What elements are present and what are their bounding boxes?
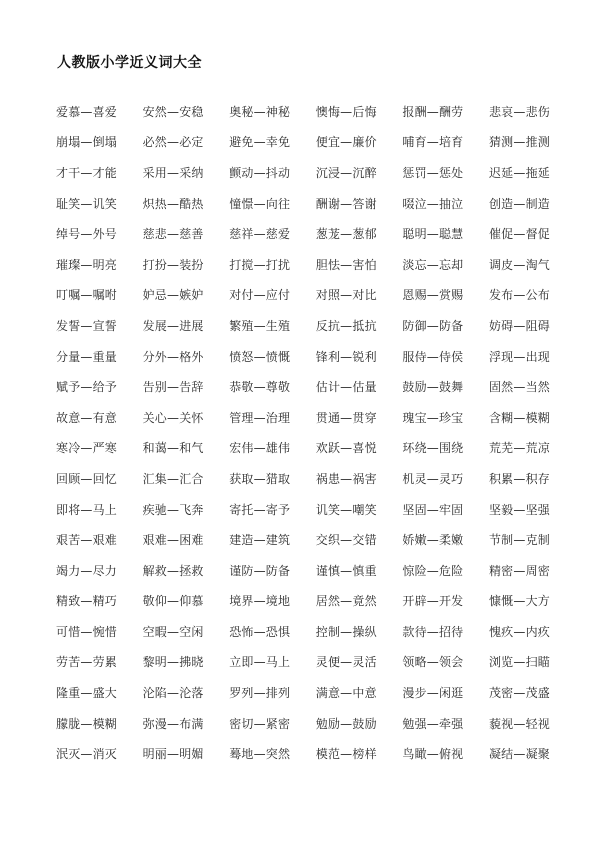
synonym-row — [56, 371, 550, 402]
synonym-pair: 交织—交错 — [315, 533, 377, 548]
synonym-pair: 惩罚—惩处 — [402, 165, 464, 180]
synonym-row — [56, 188, 550, 219]
synonym-pair: 愤怒—愤慨 — [229, 349, 291, 364]
synonym-pair: 憧憬—向往 — [229, 196, 291, 211]
synonym-pair: 催促—督促 — [488, 227, 550, 242]
synonym-pair: 建造—建筑 — [229, 533, 291, 548]
synonym-pair: 环绕—围绕 — [402, 441, 464, 456]
synonym-pair: 竭力—尽力 — [56, 563, 118, 578]
synonym-row — [56, 708, 550, 739]
synonym-pair: 打扮—装扮 — [142, 257, 204, 272]
synonym-row — [56, 310, 550, 341]
synonym-pair: 空暇—空闲 — [142, 624, 204, 639]
synonym-pair: 慈悲—慈善 — [142, 227, 204, 242]
synonym-pair: 爱慕—喜爱 — [56, 104, 118, 119]
synonym-pair: 勉强—牵强 — [402, 716, 464, 731]
synonym-pair: 祸患—祸害 — [315, 471, 377, 486]
synonym-pair: 鸟瞰—俯视 — [402, 747, 464, 762]
synonym-pair: 居然—竟然 — [315, 594, 377, 609]
synonym-pair: 讥笑—嘲笑 — [315, 502, 377, 517]
synonym-pair: 发展—进展 — [142, 318, 204, 333]
synonym-row — [56, 402, 550, 433]
synonym-pair: 告别—告辞 — [142, 380, 204, 395]
synonym-row — [56, 218, 550, 249]
synonym-pair: 胆怯—害怕 — [315, 257, 377, 272]
synonym-row — [56, 677, 550, 708]
synonym-pair: 淡忘—忘却 — [402, 257, 464, 272]
synonym-pair: 璀璨—明亮 — [56, 257, 118, 272]
synonym-pair: 恐怖—恐惧 — [229, 624, 291, 639]
synonym-pair: 凝结—凝聚 — [488, 747, 550, 762]
synonym-pair: 分量—重量 — [56, 349, 118, 364]
synonym-row — [56, 341, 550, 372]
synonym-pair: 泯灭—消灭 — [56, 747, 118, 762]
synonym-pair: 贯通—贯穿 — [315, 410, 377, 425]
synonym-pair: 敬仰—仰慕 — [142, 594, 204, 609]
synonym-pair: 藐视—轻视 — [488, 716, 550, 731]
synonym-pair: 创造—制造 — [488, 196, 550, 211]
synonym-pair: 领略—领会 — [402, 655, 464, 670]
synonym-pair: 谨防—防备 — [229, 563, 291, 578]
synonym-pair: 炽热—酷热 — [142, 196, 204, 211]
synonym-pair: 恭敬—尊敬 — [229, 380, 291, 395]
synonym-pair: 和蔼—和气 — [142, 441, 204, 456]
synonym-pair: 宏伟—雄伟 — [229, 441, 291, 456]
synonym-pair: 反抗—抵抗 — [315, 318, 377, 333]
synonym-pair: 境界—境地 — [229, 594, 291, 609]
synonym-pair: 懊悔—后悔 — [315, 104, 377, 119]
synonym-row — [56, 738, 550, 769]
synonym-row — [56, 586, 550, 617]
synonym-pair: 葱茏—葱郁 — [315, 227, 377, 242]
synonym-pair: 慈祥—慈爱 — [229, 227, 291, 242]
synonym-pair: 节制—克制 — [488, 533, 550, 548]
synonym-pair: 哺育—培育 — [402, 135, 464, 150]
synonym-pair: 沦陷—沦落 — [142, 686, 204, 701]
synonym-pair: 对照—对比 — [315, 288, 377, 303]
synonym-row — [56, 433, 550, 464]
synonym-row — [56, 280, 550, 311]
synonym-pair: 坚固—牢固 — [402, 502, 464, 517]
synonym-pair: 积累—积存 — [488, 471, 550, 486]
synonym-pair: 悲哀—悲伤 — [488, 104, 550, 119]
synonym-pair: 管理—治理 — [229, 410, 291, 425]
synonym-pair: 娇嫩—柔嫩 — [402, 533, 464, 548]
synonym-pair: 叮嘱—嘱咐 — [56, 288, 118, 303]
synonym-pair: 欢跃—喜悦 — [315, 441, 377, 456]
synonym-pair: 惊险—危险 — [402, 563, 464, 578]
synonym-pair: 疾驰—飞奔 — [142, 502, 204, 517]
synonym-pair: 采用—采纳 — [142, 165, 204, 180]
synonym-pair: 浮现—出现 — [488, 349, 550, 364]
synonym-pair: 啜泣—抽泣 — [402, 196, 464, 211]
synonym-pair: 艰苦—艰难 — [56, 533, 118, 548]
synonym-pair: 赋予—给予 — [56, 380, 118, 395]
synonym-row — [56, 157, 550, 188]
synonym-pair: 服侍—侍侯 — [402, 349, 464, 364]
synonym-pair: 立即—马上 — [229, 655, 291, 670]
synonym-pair: 劳苦—劳累 — [56, 655, 118, 670]
synonym-pair: 机灵—灵巧 — [402, 471, 464, 486]
synonym-pair: 慷慨—大方 — [488, 594, 550, 609]
synonym-pair: 回顾—回忆 — [56, 471, 118, 486]
synonym-pair: 寒冷—严寒 — [56, 441, 118, 456]
synonym-pair: 明丽—明媚 — [142, 747, 204, 762]
synonym-pair: 坚毅—坚强 — [488, 502, 550, 517]
synonym-pair: 繁殖—生殖 — [229, 318, 291, 333]
synonym-pair: 模范—榜样 — [315, 747, 377, 762]
synonym-pair: 控制—操纵 — [315, 624, 377, 639]
synonym-pair: 报酬—酬劳 — [402, 104, 464, 119]
synonym-pair: 精致—精巧 — [56, 594, 118, 609]
synonym-pair: 便宜—廉价 — [315, 135, 377, 150]
synonym-pair: 艰难—困难 — [142, 533, 204, 548]
synonym-pair: 妨碍—阻碍 — [488, 318, 550, 333]
synonym-pair: 固然—当然 — [488, 380, 550, 395]
synonym-pair: 绰号—外号 — [56, 227, 118, 242]
synonym-pair: 估计—估量 — [315, 380, 377, 395]
synonym-pair: 故意—有意 — [56, 410, 118, 425]
synonym-row — [56, 96, 550, 127]
synonym-pair: 解救—拯救 — [142, 563, 204, 578]
synonym-pair: 寄托—寄予 — [229, 502, 291, 517]
synonym-pair: 荒芜—荒凉 — [488, 441, 550, 456]
synonym-row — [56, 555, 550, 586]
synonym-pair: 汇集—汇合 — [142, 471, 204, 486]
synonym-pair: 必然—必定 — [142, 135, 204, 150]
synonym-pair: 弥漫—布满 — [142, 716, 204, 731]
synonym-pair: 蓦地—突然 — [229, 747, 291, 762]
synonym-pair: 防御—防备 — [402, 318, 464, 333]
document-title: 人教版小学近义词大全 — [57, 55, 202, 71]
synonym-pair: 漫步—闲逛 — [402, 686, 464, 701]
synonym-row — [56, 524, 550, 555]
synonym-pair: 勉励—鼓励 — [315, 716, 377, 731]
synonym-pair: 满意—中意 — [315, 686, 377, 701]
synonym-row — [56, 249, 550, 280]
synonym-pair: 关心—关怀 — [142, 410, 204, 425]
synonym-pair: 对付—应付 — [229, 288, 291, 303]
synonym-pair: 奥秘—神秘 — [229, 104, 291, 119]
synonym-pair: 精密—周密 — [488, 563, 550, 578]
synonym-pair: 谨慎—慎重 — [315, 563, 377, 578]
synonym-pair: 朦胧—模糊 — [56, 716, 118, 731]
synonym-pair: 妒忌—嫉妒 — [142, 288, 204, 303]
synonym-pair: 瑰宝—珍宝 — [402, 410, 464, 425]
synonym-row — [56, 647, 550, 678]
synonym-row — [56, 494, 550, 525]
synonym-pair: 耻笑—讥笑 — [56, 196, 118, 211]
synonym-pair: 浏览—扫瞄 — [488, 655, 550, 670]
synonym-pair: 迟延—拖延 — [488, 165, 550, 180]
synonym-pair: 调皮—淘气 — [488, 257, 550, 272]
synonym-pair: 茂密—茂盛 — [488, 686, 550, 701]
synonym-pair: 才干—才能 — [56, 165, 118, 180]
synonym-pair: 酬谢—答谢 — [315, 196, 377, 211]
synonym-pair: 密切—紧密 — [229, 716, 291, 731]
synonym-pair: 恩赐—赏赐 — [402, 288, 464, 303]
synonym-pair: 款待—招待 — [402, 624, 464, 639]
synonym-pair: 沉浸—沉醉 — [315, 165, 377, 180]
synonym-pair: 崩塌—倒塌 — [56, 135, 118, 150]
synonym-pair: 获取—猎取 — [229, 471, 291, 486]
synonym-row — [56, 463, 550, 494]
synonym-pair: 颤动—抖动 — [229, 165, 291, 180]
synonym-row — [56, 127, 550, 158]
synonym-pair: 灵便—灵活 — [315, 655, 377, 670]
synonym-pair: 避免—幸免 — [229, 135, 291, 150]
synonym-pair: 锋利—锐利 — [315, 349, 377, 364]
synonym-pair: 鼓励—鼓舞 — [402, 380, 464, 395]
synonym-pair: 聪明—聪慧 — [402, 227, 464, 242]
synonym-pair: 隆重—盛大 — [56, 686, 118, 701]
synonym-pair: 猜测—推测 — [488, 135, 550, 150]
synonym-pair: 罗列—排列 — [229, 686, 291, 701]
synonym-pair: 开辟—开发 — [402, 594, 464, 609]
synonym-row — [56, 616, 550, 647]
synonym-pair: 可惜—惋惜 — [56, 624, 118, 639]
synonym-pair: 黎明—拂晓 — [142, 655, 204, 670]
synonym-pair: 含糊—模糊 — [488, 410, 550, 425]
synonym-pair: 安然—安稳 — [142, 104, 204, 119]
synonym-pair: 打搅—打扰 — [229, 257, 291, 272]
synonym-grid — [56, 96, 550, 769]
synonym-pair: 愧疚—内疚 — [488, 624, 550, 639]
synonym-pair: 发布—公布 — [488, 288, 550, 303]
synonym-pair: 发誓—宣誓 — [56, 318, 118, 333]
synonym-pair: 即将—马上 — [56, 502, 118, 517]
synonym-pair: 分外—格外 — [142, 349, 204, 364]
